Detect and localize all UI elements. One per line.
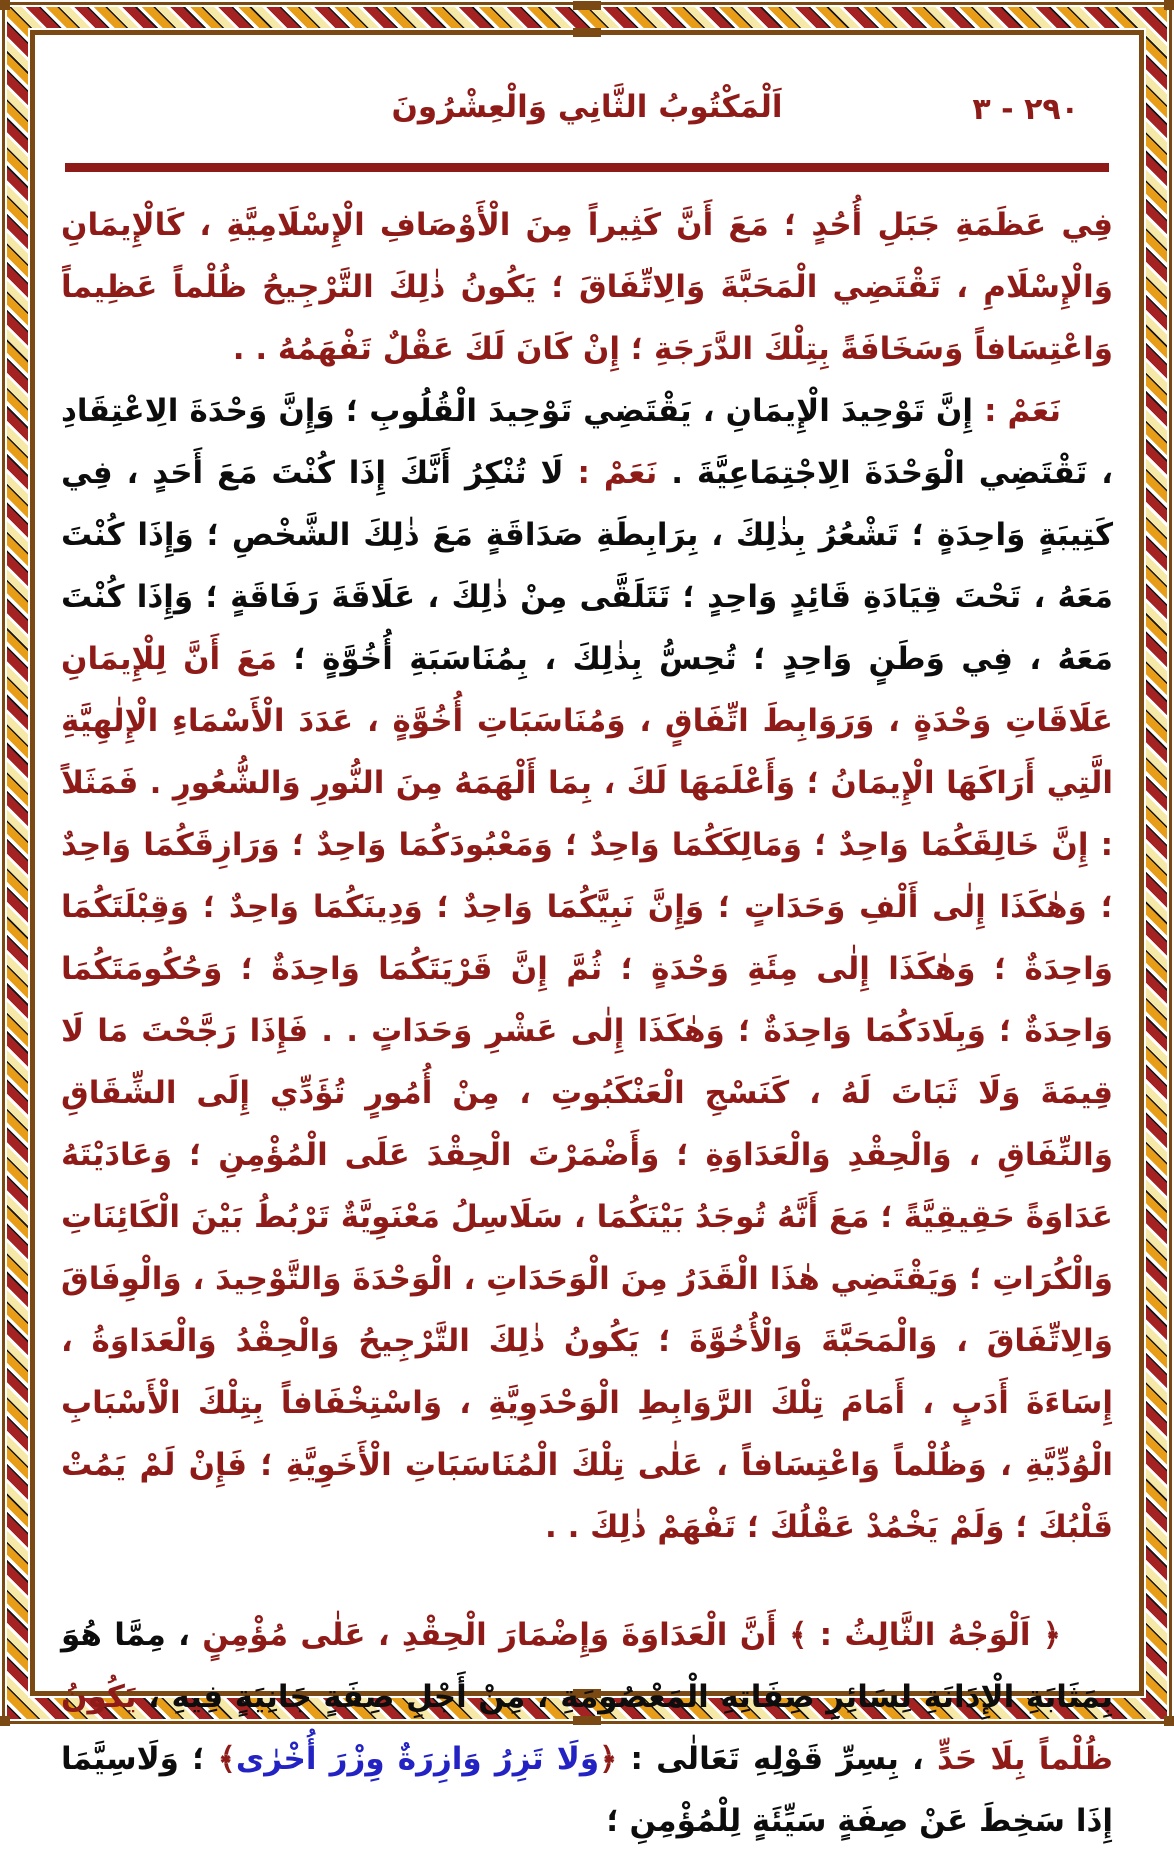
border-corner-ornament: [0, 1716, 10, 1726]
text-segment-red: فِي عَظَمَةِ جَبَلِ أُحُدٍ ؛ مَعَ أَنَّ كَثِيراً مِنَ الْأَوْصَافِ الْإِسْلَامِيَّةِ ، كَالْإِيمَانِ وَالْإِسْلَامِ ، تَقْتَضِي الْمَحَبَّةَ وَالِاتِّفَاقَ ؛ يَكُونُ ذٰلِكَ التَّرْجِيحُ ظُلْماً عَظِيماً وَاعْتِسَافاً وَسَخَافَةً بِتِلْكَ الدَّرَجَةِ ؛ إِنْ كَانَ لَكَ عَقْلٌ تَفْهَمُهُ . .: [61, 207, 1113, 367]
text-segment-red: أَنَّ الْعَدَاوَةَ وَإِضْمَارَ الْحِقْدِ ، عَلٰى مُؤْمِنٍ: [189, 1617, 777, 1653]
body-text: [61, 194, 1113, 1852]
text-segment-red: مَعَ أَنَّ لِلْإِيمَانِ عَلَاقَاتِ وَحْدَةٍ ، وَرَوَابِطَ اتِّفَاقٍ ، وَمُنَاسَبَاتِ أُخُوَّةٍ ، عَدَدَ الْأَسْمَاءِ الْإِلٰهِيَّةِ الَّتِي أَرَاكَهَا الْإِيمَانُ ؛ وَأَعْلَمَهَا لَكَ ، بِمَا أَلْهَمَهُ مِنَ النُّورِ وَالشُّعُورِ . فَمَثَلاً : إِنَّ خَالِقَكُمَا وَاحِدٌ ؛ وَمَالِكَكُمَا وَاحِدٌ ؛ وَمَعْبُودَكُمَا وَاحِدٌ ؛ وَرَازِقَكُمَا وَاحِدٌ ؛ وَهٰكَذَا إِلٰى أَلْفِ وَحَدَاتٍ ؛ وَإِنَّ نَبِيَّكُمَا وَاحِدٌ ؛ وَدِينَكُمَا وَاحِدٌ ؛ وَقِبْلَتَكُمَا وَاحِدَةٌ ؛ وَهٰكَذَا إِلٰى مِئَةِ وَحْدَةٍ ؛ ثُمَّ إِنَّ قَرْيَتَكُمَا وَاحِدَةٌ ؛ وَحُكُومَتَكُمَا وَاحِدَةٌ ؛ وَبِلَادَكُمَا وَاحِدَةٌ ؛ وَهٰكَذَا إِلٰى عَشْرِ وَحَدَاتٍ . . فَإِذَا رَجَّحْتَ مَا لَا قِيمَةَ وَلَا ثَبَاتَ لَهُ ، كَنَسْجِ الْعَنْكَبُوتِ ، مِنْ أُمُورٍ تُؤَدِّي إِلَى الشِّقَاقِ وَالنِّفَاقِ ، وَالْحِقْدِ وَالْعَدَاوَةِ ؛ وَأَضْمَرْتَ الْحِقْدَ عَلَى الْمُؤْمِنِ ؛ وَعَادَيْتَهُ عَدَاوَةً حَقِيقِيَّةً ؛ مَعَ أَنَّهُ تُوجَدُ بَيْنَكُمَا ، سَلَاسِلُ مَعْنَوِيَّةٌ تَرْبُطُ بَيْنَ الْكَائِنَاتِ وَالْكُرَاتِ ؛ وَيَقْتَضِي هٰذَا الْقَدَرُ مِنَ الْوَحَدَاتِ ، الْوَحْدَةَ وَالتَّوْحِيدَ ، وَالْوِفَاقَ وَالِاتِّفَاقَ ، وَالْمَحَبَّةَ وَالْأُخُوَّةَ ؛ يَكُونُ ذٰلِكَ التَّرْجِيحُ وَالْحِقْدُ وَالْعَدَاوَةُ ، إِسَاءَةَ أَدَبٍ ، أَمَامَ تِلْكَ الرَّوَابِطِ الْوَحْدَوِيَّةِ ، وَاسْتِخْفَافاً بِتِلْكَ الْأَسْبَابِ الْوُدِّيَّةِ ، وَظُلْماً وَاعْتِسَافاً ، عَلٰى تِلْكَ الْمُنَاسَبَاتِ الْأَخَوِيَّةِ ؛ فَإِنْ لَمْ يَمُتْ قَلْبُكَ ؛ وَلَمْ يَخْمُدْ عَقْلُكَ ؛ تَفْهَمْ ذٰلِكَ . .: [61, 641, 1113, 1545]
header-double-rule: [65, 163, 1109, 172]
page-content: [35, 35, 1139, 1839]
page-header: [61, 45, 1113, 163]
text-segment-black: لَا تُنْكِرُ أَنَّكَ إِذَا كُنْتَ مَعَ أَحَدٍ ، فِي كَتِيبَةٍ وَاحِدَةٍ ؛ تَشْعُرُ بِذٰلِكَ ، بِرَابِطَةِ صَدَاقَةٍ مَعَ ذٰلِكَ الشَّخْصِ ؛ وَإِذَا كُنْتَ مَعَهُ ، تَحْتَ قِيَادَةِ قَائِدٍ وَاحِدٍ ؛ تَتَلَقَّى مِنْ ذٰلِكَ ، عَلَاقَةَ رَفَاقَةٍ ؛ وَإِذَا كُنْتَ مَعَهُ ، فِي وَطَنٍ وَاحِدٍ ؛ تُحِسُّ بِذٰلِكَ ، بِمُنَاسَبَةِ أُخُوَّةٍ ؛: [61, 455, 1114, 677]
paragraph: [61, 380, 1113, 1558]
paragraph: [61, 1604, 1113, 1852]
paragraph: [61, 194, 1113, 380]
text-segment-black: إِنَّ تَوْحِيدَ الْإِيمَانِ ، يَقْتَضِي تَوْحِيدَ الْقُلُوبِ ؛ وَإِنَّ وَحْدَةَ الِاعْتِقَادِ ، تَقْتَضِي الْوَحْدَةَ الِاجْتِمَاعِيَّةَ .: [61, 393, 1113, 491]
border-center-tab-top-outer: [573, 1, 601, 10]
border-corner-ornament: [1164, 1716, 1174, 1726]
border-corner-ornament: [1164, 0, 1174, 10]
text-segment-ornament: ﴾: [776, 1617, 808, 1653]
text-segment-black: ، بِسِرِّ قَوْلِهِ تَعَالٰى :: [617, 1741, 924, 1777]
text-segment-blue: وَلَا تَزِرُ وَازِرَةٌ وِزْرَ أُخْرٰى: [235, 1741, 600, 1777]
text-segment-red: يَكُونُ ظُلْماً بِلَا حَدٍّ: [61, 1679, 1113, 1777]
page-title: اَلْمَكْتُوبُ الثَّانِي وَالْعِشْرُونَ: [391, 89, 783, 125]
page-number: ٢٩٠ - ٣: [972, 92, 1079, 127]
text-segment-black: ؛ وَلَاسِيَّمَا إِذَا سَخِطَ عَنْ صِفَةٍ سَيِّئَةٍ لِلْمُؤْمِنِ ؛: [61, 1741, 1113, 1839]
text-segment-red: نَعَمْ :: [563, 455, 658, 491]
text-segment-black: ، مِمَّا هُوَ بِمَثَابَةِ الْإِدَانَةِ لِسَائِرِ صِفَاتِهِ الْمَعْصُومَةِ ، مِنْ أَجْلِ صِفَةٍ جَانِيَةٍ فِيهِ ،: [61, 1617, 1113, 1715]
text-segment-red: اَلْوَجْهُ الثَّالِثُ :: [807, 1617, 1031, 1653]
border-corner-ornament: [0, 0, 10, 10]
text-segment-ornament: ﴿: [1030, 1617, 1061, 1653]
text-segment-ornament: ﴾: [217, 1741, 236, 1777]
text-segment-ornament: ﴿: [599, 1741, 618, 1777]
text-segment-red: نَعَمْ :: [973, 393, 1061, 429]
